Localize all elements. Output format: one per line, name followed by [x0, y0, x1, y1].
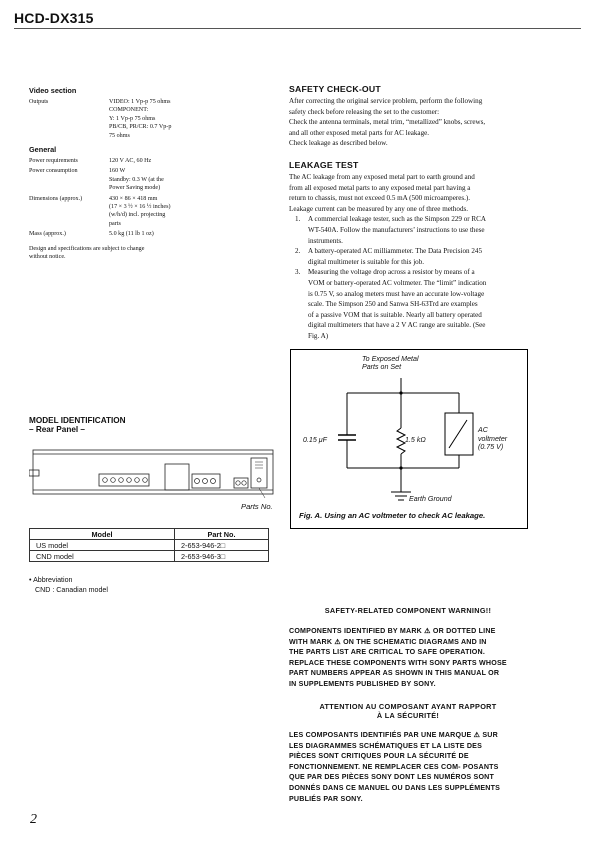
list-item-body: [308, 246, 482, 267]
safety-line: and all other exposed metal parts for AC leakage.: [289, 128, 430, 137]
general-section-heading: General: [29, 145, 57, 155]
figure-caption: Fig. A. Using an AC voltmeter to check AC leakage.: [299, 511, 486, 520]
list-item-line: digital multimeter is suitable for this job.: [308, 257, 425, 266]
spec-note-line: without notice.: [29, 254, 66, 261]
spec-key: Outputs: [29, 99, 49, 105]
spec-value: [109, 98, 189, 140]
abbreviation-line: CND : Canadian model: [35, 585, 108, 594]
table-cell: 2-653-946-2□: [175, 540, 269, 551]
model-id-subheading: – Rear Panel –: [29, 425, 85, 434]
safety-heading: SAFETY CHECK-OUT: [289, 84, 381, 94]
spec-value-line: 120 V AC, 60 Hz: [109, 158, 152, 165]
abbreviation-note: [29, 576, 108, 595]
spec-value-line: 75 ohms: [109, 132, 130, 139]
document-title: HCD-DX315: [14, 10, 94, 26]
spec-value-line: Y: 1 Vp-p 75 ohms: [109, 115, 156, 122]
table-header: Model: [30, 529, 175, 540]
video-section-heading: Video section: [29, 86, 77, 95]
list-item-line: WT-540A. Follow the manufacturers’ instructions to use these: [308, 225, 485, 234]
safety-line: Check leakage as described below.: [289, 139, 388, 148]
list-item-line: A commercial leakage tester, such as the Simpson 229 or RCA: [308, 215, 487, 224]
warning-line: REPLACE THESE COMPONENTS WITH SONY PARTS WHOSE: [289, 658, 507, 667]
specifications: [29, 86, 279, 262]
leakage-line: return to chassis, must not exceed 0.5 mA (500 microamperes.).: [289, 194, 471, 203]
spec-row: [29, 98, 279, 140]
safety-line: safety check before releasing the set to the customer:: [289, 107, 440, 116]
spec-value-line: (17 × 3 ½ × 16 ½ inches): [109, 204, 171, 211]
list-item-line: of a passive VOM that is suitable. Nearly all battery operated: [308, 310, 482, 319]
part-number-table: [29, 528, 269, 562]
warning-line: PART NUMBERS APPEAR AS SHOWN IN THIS MANUAL OR: [289, 669, 500, 678]
table-header-row: [30, 529, 269, 540]
table-cell: 2-653-946-3□: [175, 551, 269, 562]
warning-title: SAFETY-RELATED COMPONENT WARNING!!: [324, 606, 492, 615]
warning-fr-title: À LA SÉCURITÉ!: [376, 711, 440, 720]
list-item: [295, 246, 579, 267]
spec-value-line: COMPONENT:: [109, 107, 149, 114]
spec-row: [29, 195, 279, 229]
warning-fr-text: [289, 730, 527, 804]
spec-value-line: (w/h/d) incl. projecting: [109, 212, 166, 219]
list-item-line: Measuring the voltage drop across a resistor by means of a: [308, 268, 475, 277]
voltmeter-label: [478, 426, 507, 452]
voltmeter-label-line: AC: [478, 426, 488, 434]
rear-panel-outline: [33, 450, 273, 494]
spec-key: Power requirements: [29, 158, 78, 165]
leakage-line: The AC leakage from any exposed metal part to earth ground and: [289, 173, 475, 181]
spec-value-line: parts: [109, 220, 121, 227]
figure-label-top: [362, 355, 419, 371]
leakage-heading: LEAKAGE TEST: [289, 160, 359, 170]
warning-line: IN SUPPLEMENTS PUBLISHED BY SONY.: [289, 679, 436, 688]
spec-value: [109, 230, 189, 238]
table-cell: US model: [30, 540, 175, 551]
power-cord-socket: [29, 470, 39, 476]
spec-value-line: 430 × 86 × 418 mm: [109, 195, 158, 202]
spec-value: [109, 157, 189, 165]
warning-fr-line: LES DIAGRAMMES SCHÉMATIQUES ET LA LISTE DES: [289, 741, 483, 750]
model-identification: [29, 416, 126, 434]
spec-row: [29, 157, 279, 165]
safety-text: [289, 96, 579, 149]
video-spec-rows: [29, 98, 279, 140]
capacitor-label: 0.15 μF: [303, 436, 327, 444]
warning-fr-line: QUE PAR DES PIÈCES SONY DONT LES NUMÉROS SONT: [289, 773, 495, 782]
warning-line: WITH MARK ⚠ ON THE SCHEMATIC DIAGRAMS AND IN: [289, 637, 487, 646]
table-cell: CND model: [30, 551, 175, 562]
safety-line: Check the antenna terminals, metal trim, “metallized” knobs, screws,: [289, 118, 486, 127]
list-item-body: [308, 267, 486, 341]
parts-label-area: [251, 458, 267, 488]
warning-line: COMPONENTS IDENTIFIED BY MARK ⚠ OR DOTTED LINE: [289, 627, 496, 635]
spec-key: Dimensions (approx.): [29, 195, 83, 202]
warning-fr-line: FONCTIONNEMENT. NE REMPLACER CES COM- POSANTS: [289, 762, 499, 771]
leakage-test-section: [289, 160, 579, 342]
figure-a-box: [290, 349, 528, 529]
safety-warning-french: [289, 702, 527, 804]
spec-row: [29, 167, 279, 192]
list-item: [295, 214, 579, 246]
model-id-heading: MODEL IDENTIFICATION: [29, 416, 126, 425]
abbreviation-title: • Abbreviation: [29, 576, 73, 584]
list-item-line: scale. The Simpson 250 and Sanwa SH-63Trd are examples: [308, 300, 478, 309]
voltmeter-label-line: voltmeter: [478, 434, 508, 443]
antenna-terminal-block: [165, 464, 189, 490]
figure-label-top-line: To Exposed Metal: [362, 355, 419, 363]
spec-value-line: 160 W: [109, 168, 126, 175]
safety-warning-english: [289, 606, 527, 690]
warning-fr-line: LES COMPOSANTS IDENTIFIÉS PAR UNE MARQUE ⚠ SUR: [289, 731, 498, 739]
earth-ground-label: Earth Ground: [409, 495, 452, 503]
header-rule: [14, 28, 581, 29]
voltmeter-needle: [449, 420, 467, 448]
voltmeter-symbol: [445, 413, 473, 455]
warning-fr-line: PIÈCES SONT CRITIQUES POUR LA SÉCURITÉ DE: [289, 752, 469, 761]
list-item-line: VOM or battery-operated AC voltmeter. The “limit” indication: [308, 278, 487, 287]
leakage-method-list: [289, 214, 579, 341]
warning-fr-title: ATTENTION AU COMPOSANT AYANT RAPPORT: [319, 702, 497, 711]
spec-value-line: Standby: 0.3 W (at the: [109, 176, 164, 183]
spec-note: [29, 245, 279, 262]
leakage-line: from all exposed metal parts to any exposed metal part having a: [289, 183, 471, 192]
warning-line: THE PARTS LIST ARE CRITICAL TO SAFE OPERATION.: [289, 648, 486, 657]
spec-value-line: VIDEO: 1 Vp-p 75 ohms: [109, 99, 171, 105]
warning-fr-line: PUBLIÉS PAR SONY.: [289, 794, 363, 803]
resistor-symbol: [397, 428, 405, 454]
spec-value: [109, 195, 189, 229]
spec-value-line: PB/CB, PR/CR: 0.7 Vp-p: [109, 124, 172, 131]
parts-no-label: Parts No.: [241, 502, 273, 511]
spec-key: Mass (approx.): [29, 231, 66, 238]
list-item-line: digital multimeters that have a 2 V AC range are suitable. (See: [308, 321, 486, 330]
table-row: [30, 551, 269, 562]
list-item-body: [308, 214, 486, 246]
safety-checkout-section: [289, 84, 579, 149]
list-item-line: A battery-operated AC milliammeter. The Data Precision 245: [308, 247, 483, 256]
list-item-number: 1.: [295, 215, 301, 224]
list-item-line: is 0.75 V, so analog meters must have an accurate low-voltage: [308, 289, 485, 298]
figure-label-top-line: Parts on Set: [362, 363, 402, 371]
warning-text: [289, 626, 527, 690]
rear-panel-illustration: [29, 446, 279, 502]
general-spec-rows: [29, 157, 279, 239]
spec-value: [109, 167, 189, 192]
list-item: [295, 267, 579, 341]
page-number: 2: [30, 812, 37, 827]
leakage-line: Leakage current can be measured by any one of three methods.: [289, 204, 469, 213]
safety-line: After correcting the original service problem, perform the following: [289, 97, 483, 105]
leakage-text: [289, 172, 579, 214]
table-header: Part No.: [175, 529, 269, 540]
table-row: [30, 540, 269, 551]
spec-note-line: Design and specifications are subject to change: [29, 245, 145, 252]
resistor-label: 1.5 kΩ: [405, 436, 426, 444]
warning-fr-line: DONNÉS DANS CE MANUEL OU DANS LES SUPPLÉMENTS: [289, 783, 501, 792]
list-item-number: 2.: [295, 247, 301, 256]
spec-row: [29, 230, 279, 238]
spec-value-line: 5.0 kg (11 lb 1 oz): [109, 231, 154, 238]
parts-no-leader: [259, 488, 265, 498]
list-item-line: Fig. A): [308, 331, 329, 340]
voltmeter-label-line: (0.75 V): [478, 443, 504, 451]
list-item-line: instruments.: [308, 236, 343, 245]
spec-value-line: Power Saving mode): [109, 185, 161, 192]
list-item-number: 3.: [295, 268, 301, 277]
spec-key: Power consumption: [29, 168, 78, 175]
